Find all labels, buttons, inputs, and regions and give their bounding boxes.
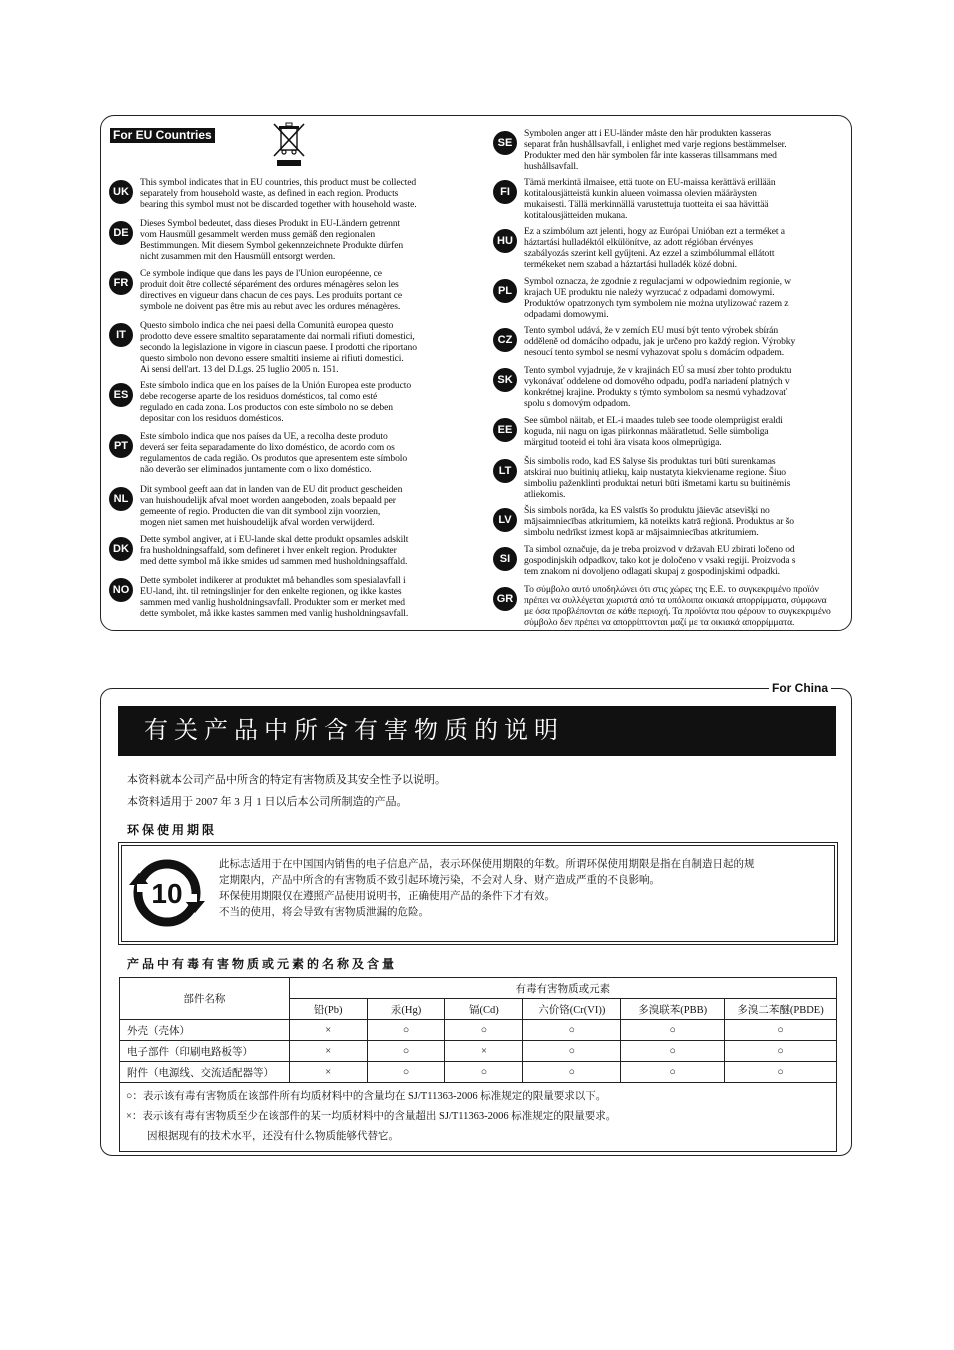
eu-text-line: Tento symbol vyjadruje, že v krajinách EÚ sa musí zber tohto produktu (524, 365, 792, 376)
substance-mark-cell: ○ (725, 1062, 837, 1083)
eu-text-line: Tento symbol udává, že v zemích EU musí být tento výrobek sbírán (524, 325, 779, 336)
eu-entry-text (524, 277, 854, 321)
eu-entry-text (524, 227, 854, 271)
eu-text-line: simbolu nedrīkst izmest kopā ar mājsaimniecības atkritumiem. (524, 526, 759, 538)
eu-text-line: Bestimmungen. Mit diesem Symbol gekennzeichnete Produkte dürfen (140, 239, 404, 251)
epup-years-number: 10 (151, 878, 183, 909)
china-notice-box (100, 681, 852, 1156)
hazardous-substance-table (119, 977, 837, 1152)
eu-text-line: depositar con los residuos domésticos. (140, 412, 284, 424)
eu-text-line: fra husholdningsaffald, som defineret i hver enkelt region. Produkter (140, 544, 397, 556)
eu-text-line: Symbolen anger att i EU-länder måste den här produkten kasseras (524, 128, 772, 139)
country-code-badge: UK (109, 180, 133, 204)
eu-entry-text (524, 326, 854, 359)
china-title: 有关产品中所含有害物质的说明 (118, 706, 836, 756)
eu-text-line: odpadami domowymi. (524, 308, 609, 320)
eu-text-line: bearing this symbol must not be discarded together with household waste. (140, 198, 417, 210)
epup-text-line: 此标志适用于在中国国内销售的电子信息产品，表示环保使用期限的年数。所谓环保使用期限是指在自制造日起的规 (219, 859, 755, 870)
substance-mark-cell: ○ (621, 1020, 725, 1041)
eu-text-line: simboliu paženklinti produktai neturi būti išmetami kartu su buitinėmis (524, 477, 791, 489)
eu-text-line: regulamentos de cada região. Os produtos que apresentem este símbolo (140, 452, 408, 464)
eu-text-line: EU-land, iht. til retningslinjer for den enkelte regionen, og ikke kastes (140, 585, 402, 597)
eu-text-line: atliekomis. (524, 488, 566, 500)
table-notes-row (120, 1083, 837, 1152)
eu-entry-text (140, 576, 476, 620)
country-code-badge: SE (493, 131, 517, 155)
eu-text-line: krajach UE produktu nie należy wyrzucać z odpadami domowymi. (524, 286, 775, 298)
eu-text-line: prodotto deve essere smaltito separatamente dai normali rifiuti domestici, (140, 330, 415, 342)
eu-text-line: vom Hausmüll gesammelt werden muss gemäß den regionalen (140, 228, 376, 240)
country-code-badge: HU (493, 229, 517, 253)
eu-text-line: dette symbolet, må ikke kastes sammen med vanlig husholdningsavfall. (140, 607, 409, 619)
eu-text-line: nesoucí tento symbol se nesmí vyhazovat spolu s domácím odpadem. (524, 346, 785, 358)
substance-mark-cell: ○ (523, 1041, 621, 1062)
table-heading: 产品中有毒有害物质或元素的名称及含量 (127, 957, 398, 971)
eu-entry-text (140, 219, 476, 263)
eu-text-line: Produkter med den här symbolen får inte kasseras tillsammans med (524, 149, 777, 161)
eu-entry-text (140, 178, 476, 211)
part-name-header: 部件名称 (120, 978, 290, 1020)
eu-text-line: separat från hushållsavfall, i enlighet med varje regions bestämmelser. (524, 138, 787, 150)
epup-text-line: 环保使用期限仅在遵照产品使用说明书，正确使用产品的条件下才有效。 (219, 891, 555, 902)
eu-text-line: See sümbol näitab, et EL-i maades tuleb see toode olemprügist eraldi (524, 415, 783, 426)
epup-description (219, 857, 819, 921)
eu-text-line: Ta simbol označuje, da je treba proizvod v državah EU zbirati ločeno od (524, 544, 795, 555)
eu-text-line: πρέπει να συλλέγεται χωριστά από τα υπόλοιπα οικιακά απορρίμματα, σύμφωνα (524, 594, 827, 606)
substance-mark-cell: ○ (445, 1062, 523, 1083)
substance-mark-cell: ○ (621, 1062, 725, 1083)
eu-text-line: kotitalousjätteiden mukana. (524, 209, 628, 221)
eu-text-line: Dit symbool geeft aan dat in landen van de EU dit product gescheiden (140, 484, 403, 495)
country-code-badge: SI (493, 547, 517, 571)
eu-entry-text (140, 535, 476, 568)
eu-text-line: termékeket nem szabad a háztartási hulladék közé dobni. (524, 258, 737, 270)
eu-text-line: háztartási hulladéktól elkülönítve, az adott régióban érvényes (524, 236, 754, 248)
country-code-badge: ES (109, 383, 133, 407)
substance-group-header: 有毒有害物质或元素 (289, 978, 836, 999)
eu-text-line: symbole ne doivent pas être mis au rebut avec les ordures ménagères. (140, 300, 401, 312)
eu-text-line: separately from household waste, as defined in each region. Products (140, 187, 399, 199)
substance-mark-cell: ○ (725, 1020, 837, 1041)
eu-text-line: odděleně od domácího odpadu, jak je určeno pro každý region. Výrobky (524, 335, 796, 347)
substance-mark-cell: ○ (523, 1020, 621, 1041)
substance-mark-cell: × (289, 1041, 367, 1062)
country-code-badge: FR (109, 271, 133, 295)
eu-text-line: märgitud tooteid ei tohi ära visata koos olmeprügiga. (524, 436, 722, 448)
eu-text-line: hushållsavfall. (524, 160, 579, 172)
eu-text-line: não deverão ser eliminados juntamente com o lixo doméstico. (140, 463, 372, 475)
eu-text-line: This symbol indicates that in EU countries, this product must be collected (140, 177, 417, 188)
eu-entry-text (140, 381, 476, 425)
eu-text-line: με όσα προβλέπονται σε κάθε περιοχή. Τα προϊόντα που φέρουν το συγκεκριμένο (524, 605, 831, 617)
eu-text-line: Produktów opatrzonych tym symbolem nie można utylizować razem z (524, 297, 789, 309)
eu-text-line: Questo simbolo indica che nei paesi della Comunità europea questo (140, 320, 394, 331)
eu-entry-text (140, 485, 476, 529)
table-notes (120, 1083, 837, 1152)
substance-mark-cell: ○ (445, 1020, 523, 1041)
eu-text-line: tem znakom ni dovoljeno odlagati skupaj z gospodinjskimi odpadki. (524, 565, 780, 577)
country-code-badge: DE (109, 221, 133, 245)
eu-entry-text (140, 432, 476, 476)
table-row (120, 1062, 837, 1083)
eu-text-line: sammen med vanlig husholdningsavfall. Produkter som er merket med (140, 596, 406, 608)
substance-mark-cell: × (289, 1062, 367, 1083)
eu-text-line: gemeente of regio. Producten die van dit symbool zijn voorzien, (140, 505, 381, 517)
eu-text-line: van huishoudelijk afval moet worden aangeboden, zoals bepaald per (140, 494, 396, 506)
eu-text-line: Tämä merkintä ilmaisee, että tuote on EU-maissa kerättävä erillään (524, 177, 776, 188)
eu-entry-text (524, 457, 854, 501)
eu-entry-text (524, 178, 854, 222)
substance-mark-cell: × (289, 1020, 367, 1041)
part-name-cell: 附件（电源线、交流适配器等） (120, 1062, 290, 1083)
substance-header: 六价铬(Cr(VI)) (523, 999, 621, 1020)
recycle-period-logo (125, 853, 209, 933)
eu-countries-label: For EU Countries (110, 128, 215, 143)
crossed-bin-icon (273, 122, 305, 168)
eu-entry-text (524, 129, 854, 173)
country-code-badge: GR (493, 587, 517, 611)
eu-text-line: gospodinjskih odpadkov, tako kot je določeno v vsaki regiji. Proizvoda s (524, 554, 796, 566)
substance-header: 多溴二苯醚(PBDE) (725, 999, 837, 1020)
country-code-badge: PT (109, 434, 133, 458)
eu-entry-text (140, 269, 476, 313)
substance-header: 镉(Cd) (445, 999, 523, 1020)
eu-text-line: secondo la legislazione in vigore in ciascun paese. I prodotti che riportano (140, 341, 417, 353)
eu-text-line: Ai sensi dell'art. 13 del D.Lgs. 25 luglio 2005 n. 151. (140, 363, 339, 375)
eu-text-line: koguda, nii nagu on igas piirkonnas määratletud. Selle sümboliga (524, 425, 769, 437)
eu-text-line: mogen niet samen met huishoudelijk afval worden verwijderd. (140, 516, 375, 528)
country-code-badge: IT (109, 323, 133, 347)
eu-text-line: atskirai nuo buitinių atliekų, kaip nustatyta kiekviename regione. Šiuo (524, 466, 786, 478)
china-label: For China (769, 680, 831, 696)
eu-text-line: nicht zusammen mit den Hausmüll entsorgt werden. (140, 250, 336, 262)
eu-text-line: Šis simbols norāda, ka ES valstīs šo produktu jāievāc atsevišķi no (524, 505, 770, 516)
eu-text-line: Dieses Symbol bedeutet, dass dieses Produkt in EU-Ländern getrennt (140, 218, 401, 229)
eu-text-line: Dette symbol angiver, at i EU-lande skal dette produkt opsamles adskilt (140, 534, 409, 545)
eu-text-line: med dette symbol må ikke smides ud sammen med husholdningsaffald. (140, 555, 408, 567)
eu-text-line: Este símbolo indica que nos países da UE, a recolha deste produto (140, 431, 388, 442)
substance-header: 多溴联苯(PBB) (621, 999, 725, 1020)
substance-mark-cell: ○ (621, 1041, 725, 1062)
eu-entry-text (140, 321, 476, 376)
eu-text-line: Ce symbole indique que dans les pays de l'Union européenne, ce (140, 268, 382, 279)
eu-text-line: deverá ser feita separadamente do lixo doméstico, de acordo com os (140, 441, 395, 453)
eu-text-line: Symbol oznacza, że zgodnie z regulacjami w odpowiednim regionie, w (524, 276, 791, 287)
substance-mark-cell: ○ (725, 1041, 837, 1062)
eu-entry-text (524, 545, 854, 578)
eu-text-line: produit doit être collecté séparément des ordures ménagères selon les (140, 278, 399, 290)
eu-text-line: Šis simbolis rodo, kad ES šalyse šis produktas turi būti surenkamas (524, 456, 776, 467)
eu-text-line: konkrétnej krajine. Produkty s týmto symbolom sa nesmú vyhadzovať (524, 386, 788, 398)
part-name-cell: 电子部件（印刷电路板等） (120, 1041, 290, 1062)
country-code-badge: EE (493, 418, 517, 442)
note-line: ○：表示该有毒有害物质在该部件所有均质材料中的含量均在 SJ/T11363-2006 标准规定的限量要求以下。 (126, 1091, 607, 1102)
eu-text-line: vykonávať oddelene od domového odpadu, podľa nariadení platných v (524, 375, 790, 387)
eu-text-line: debe recogerse aparte de los residuos domésticos, tal como esté (140, 390, 378, 402)
country-code-badge: DK (109, 537, 133, 561)
part-name-cell: 外壳（壳体） (120, 1020, 290, 1041)
country-code-badge: PL (493, 279, 517, 303)
eu-entry-text (524, 585, 854, 629)
substance-header: 铅(Pb) (289, 999, 367, 1020)
eu-text-line: mukaisesti. Tällä merkinnällä varustettuja tuotteita ei saa hävittää (524, 198, 769, 210)
eu-text-line: szabályozás szerint kell gyűjteni. Az ezzel a szimbólummal ellátott (524, 247, 775, 259)
substance-mark-cell: ○ (367, 1020, 445, 1041)
country-code-badge: LV (493, 508, 517, 532)
substance-mark-cell: ○ (367, 1041, 445, 1062)
country-code-badge: SK (493, 368, 517, 392)
note-line: ×：表示该有毒有害物质至少在该部件的某一均质材料中的含量超出 SJ/T11363-2006 标准规定的限量要求。 (126, 1111, 617, 1122)
eu-text-line: questo simbolo non devono essere smaltiti insieme ai rifiuti domestici. (140, 352, 404, 364)
eu-text-line: σύμβολο δεν πρέπει να απορρίπτονται μαζί με τα οικιακά απορρίμματα. (524, 616, 795, 628)
eu-text-line: Το σύμβολο αυτό υποδηλώνει ότι στις χώρες της Ε.Ε. το συγκεκριμένο προϊόν (524, 584, 819, 595)
substance-mark-cell: × (445, 1041, 523, 1062)
eu-entry-text (524, 506, 854, 539)
eu-notice-box (100, 115, 852, 631)
table-row (120, 1041, 837, 1062)
eu-text-line: regulado en cada zona. Los productos con este símbolo no se deben (140, 401, 393, 413)
epup-heading: 环保使用期限 (127, 823, 218, 837)
eu-text-line: Dette symbolet indikerer at produktet må behandles som spesialavfall i (140, 575, 406, 586)
country-code-badge: FI (493, 180, 517, 204)
substance-mark-cell: ○ (523, 1062, 621, 1083)
epup-text-line: 定期限内，产品中所含的有害物质不致引起环境污染，不会对人身、财产造成严重的不良影响。 (219, 875, 660, 886)
country-code-badge: CZ (493, 328, 517, 352)
intro-line: 本资料就本公司产品中所含的特定有害物质及其安全性予以说明。 (127, 774, 446, 786)
substance-mark-cell: ○ (367, 1062, 445, 1083)
table-header-row (120, 978, 837, 999)
table-row (120, 1020, 837, 1041)
eu-text-line: mājsaimniecības atkritumiem, kā noteikts katrā reģionā. Produktus ar šo (524, 515, 794, 527)
eu-text-line: Este símbolo indica que en los países de la Unión Europea este producto (140, 380, 412, 391)
eu-entry-text (524, 366, 854, 410)
note-line: 因根据现有的技术水平，还没有什么物质能够代替它。 (126, 1131, 399, 1142)
eu-text-line: directives en vigueur dans chacun de ces pays. Les produits portant ce (140, 289, 403, 301)
eu-text-line: kotitalousjätteistä kunkin alueen voimassa olevien määräysten (524, 187, 757, 199)
country-code-badge: NO (109, 578, 133, 602)
intro-line: 本资料适用于 2007 年 3 月 1 日以后本公司所制造的产品。 (127, 796, 408, 808)
epup-text-line: 不当的使用，将会导致有害物质泄漏的危险。 (219, 907, 429, 918)
country-code-badge: LT (493, 459, 517, 483)
substance-header: 汞(Hg) (367, 999, 445, 1020)
eu-entry-text (524, 416, 854, 449)
epup-panel (118, 842, 838, 945)
eu-text-line: Ez a szimbólum azt jelenti, hogy az Európai Unióban ezt a terméket a (524, 226, 785, 237)
eu-text-line: spolu s domovým odpadom. (524, 397, 631, 409)
country-code-badge: NL (109, 487, 133, 511)
